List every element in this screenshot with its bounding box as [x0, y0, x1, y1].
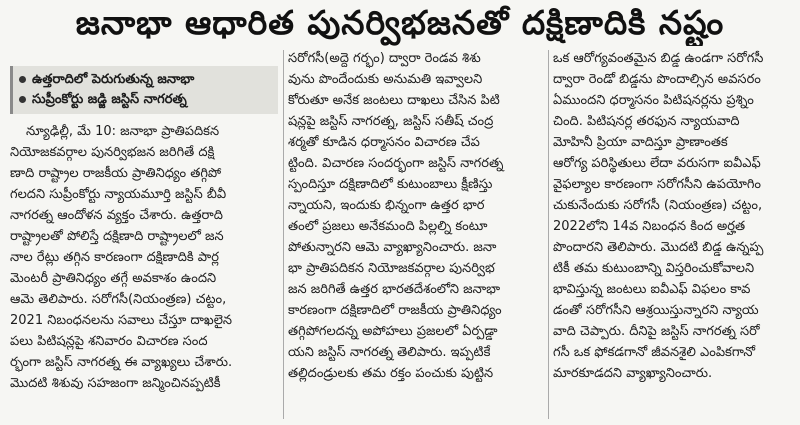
article-text-line: మొదటి శిశువు సహజంగా జన్మించినప్పటికీ — [10, 376, 221, 391]
article-text-line: జన జరిగితే ఉత్తర భారతదేశంలోని జనాభా — [288, 282, 501, 297]
article-text-line: వును పొందేందుకు అనుమతి ఇవ్వాలని — [288, 72, 483, 87]
article-text-line: పోతున్నారని ఆమె వ్యాఖ్యానించారు. జనా — [288, 240, 497, 255]
article-text-line: మారకూడదని వ్యాఖ్యానించారు. — [553, 366, 713, 381]
article-text-line: 2022లోని 14వ నిబంధన కింద అర్హత — [553, 219, 746, 234]
highlight-text: సుప్రీంకోర్టు జడ్జి జస్టిస్ నాగరత్న — [32, 92, 187, 107]
article-text-line: ఏముందని ధర్మాసనం పిటిషనర్లను ప్రశ్నిం — [553, 93, 754, 108]
article-text-line: భావిస్తున్న జంటలు ఐవీఎఫ్ విఫలం కావ — [553, 282, 751, 297]
article-text-line: ర్భంగా జస్టిస్ నాగరత్న ఈ వ్యాఖ్యలు చేశారు. — [10, 355, 233, 370]
article-text-line: గలదని సుప్రీంకోర్టు న్యాయమూర్తి జస్టిస్ బీవీ — [10, 187, 227, 202]
article-text-line: షన్లపై జస్టిస్ నాగరత్న, జస్టిస్ సతీష్ చంద్ర — [288, 114, 494, 129]
article-text-line: సరోగసీ(అద్దె గర్భం) ద్వారా రెండవ శిశు — [288, 51, 481, 66]
article-column-1 — [10, 48, 278, 394]
article-text-line: నాల రేట్లు తగ్గిన కారణంగా దక్షిణాదికి పార్ల — [10, 250, 219, 265]
article-text-line: 2021 నిబంధనలను సవాలు చేస్తూ దాఖలైన — [10, 313, 233, 328]
article-column-3 — [553, 48, 793, 384]
article-text-line: వైఫల్యాల కారణంగా సరోగసీని ఉపయోగిం — [553, 177, 762, 192]
column-divider — [548, 50, 549, 419]
article-text-line: నియోజకవర్గాల పునర్విభజన జరిగితే దక్షి — [10, 145, 215, 160]
article-text-line: న్యూఢిల్లీ, మే 10: జనాభా ప్రాతిపదికన — [26, 124, 220, 139]
article-text-line: తంలో ప్రజలు అనేకమంది పిల్లల్ని కంటూ — [288, 219, 488, 234]
article-text-line: ఒక ఆరోగ్యవంతమైన బిడ్డ ఉండగా సరోగసీ — [553, 51, 764, 66]
article-text-line: కోరుతూ అనేక జంటలు దాఖలు చేసిన పిటి — [288, 93, 500, 108]
article-text-line: నాగరత్న ఆందోళన వ్యక్తం చేశారు. ఉత్తరాది — [10, 208, 223, 223]
article-text-line: భా ప్రాతిపదికన నియోజకవర్గాల పునర్విభ — [288, 261, 495, 276]
article-text-line: కారణంగా దక్షిణాదిలో రాజకీయ ప్రాతినిధ్యం — [288, 303, 502, 318]
article-text-line: గసీ ఒక ఫోకడగానో జీవనశైలి ఎంపికగానో — [553, 345, 756, 360]
article-text-line: రాష్ట్రాలతో పోలిస్తే దక్షిణాది రాష్ట్రాలలో జన — [10, 229, 224, 244]
article-text-line: టికీ తమ కుటుంబాన్ని విస్తరించుకోవాలని — [553, 261, 755, 276]
article-text-line: తల్లిదండ్రులకు తమ రక్తం పంచుకు పుట్టిన — [288, 366, 494, 381]
highlights-box — [10, 66, 278, 114]
bullet-icon — [19, 76, 26, 83]
highlight-text: ఉత్తరాదిలో పెరుగుతున్న జనాభా — [32, 72, 195, 87]
article-text-line: శర్మతో కూడిన ధర్మాసనం విచారణ చేప — [288, 135, 480, 150]
article-text-line: చుకునేందుకు సరోగసీ (నియంత్రణ) చట్టం, — [553, 198, 763, 213]
article-text-line: పలు పిటిషన్లపై శనివారం విచారణ సంద — [10, 334, 208, 349]
article-column-2 — [288, 48, 544, 384]
highlight-item — [19, 70, 272, 90]
highlight-item — [19, 90, 272, 110]
article-text-line: డంతో సరోగసీని ఆశ్రయిస్తున్నారని న్యాయ — [553, 303, 759, 318]
article-text-line: చింది. పిటిషనర్ల తరఫున న్యాయవాది — [553, 114, 740, 129]
article-text-line: తగ్గిపోగలదన్న అపోహలు ప్రజలలో ఏర్పడ్డా — [288, 324, 498, 339]
article-text-line: ఆరోగ్య పరిస్థితులు లేదా వరుసగా ఐవీఎఫ్ — [553, 156, 761, 171]
bullet-icon — [19, 96, 26, 103]
article-text-line: స్పందిస్తూ దక్షిణాదిలో కుటుంబాలు క్షీణిస్తు — [288, 177, 493, 192]
article-text-line: ణాది రాష్ట్రాల రాజకీయ ప్రాతినిధ్యం తగ్గిపో — [10, 166, 222, 181]
article-text-line: యని జస్టిస్ నాగరత్న తెలిపారు. ఇప్పటికే — [288, 345, 491, 360]
article-text-line: న్నాయని, ఇందుకు భిన్నంగా ఉత్తర భార — [288, 198, 485, 213]
article-text-line: ట్టింది. విచారణ సందర్భంగా జస్టిస్ నాగరత్న — [288, 156, 504, 171]
article-text-line: మోహినీ ప్రియా వాదిస్తూ ప్రాణాంతక — [553, 135, 728, 150]
headline: జనాభా ఆధారిత పునర్విభజనతో దక్షిణాదికి నష్టం — [75, 3, 725, 42]
article-text-line: ఆమె తెలిపారు. సరోగసీ(నియంత్రణ) చట్టం, — [10, 292, 227, 307]
article-text-line: మెంటరీ ప్రాతినిధ్యం తగ్గే అవకాశం ఉందని — [10, 271, 217, 286]
article-text-line: పొందారని తెలిపారు. మొదటి బిడ్డ ఉన్నప్ప — [553, 240, 764, 255]
article-text-line: ద్వారా రెండో బిడ్డను పొందాల్సిన అవసరం — [553, 72, 761, 87]
column-divider — [283, 50, 284, 419]
article-text-line: వాది చెప్పారు. దీనిపై జస్టిస్ నాగరత్న సరో — [553, 324, 760, 339]
